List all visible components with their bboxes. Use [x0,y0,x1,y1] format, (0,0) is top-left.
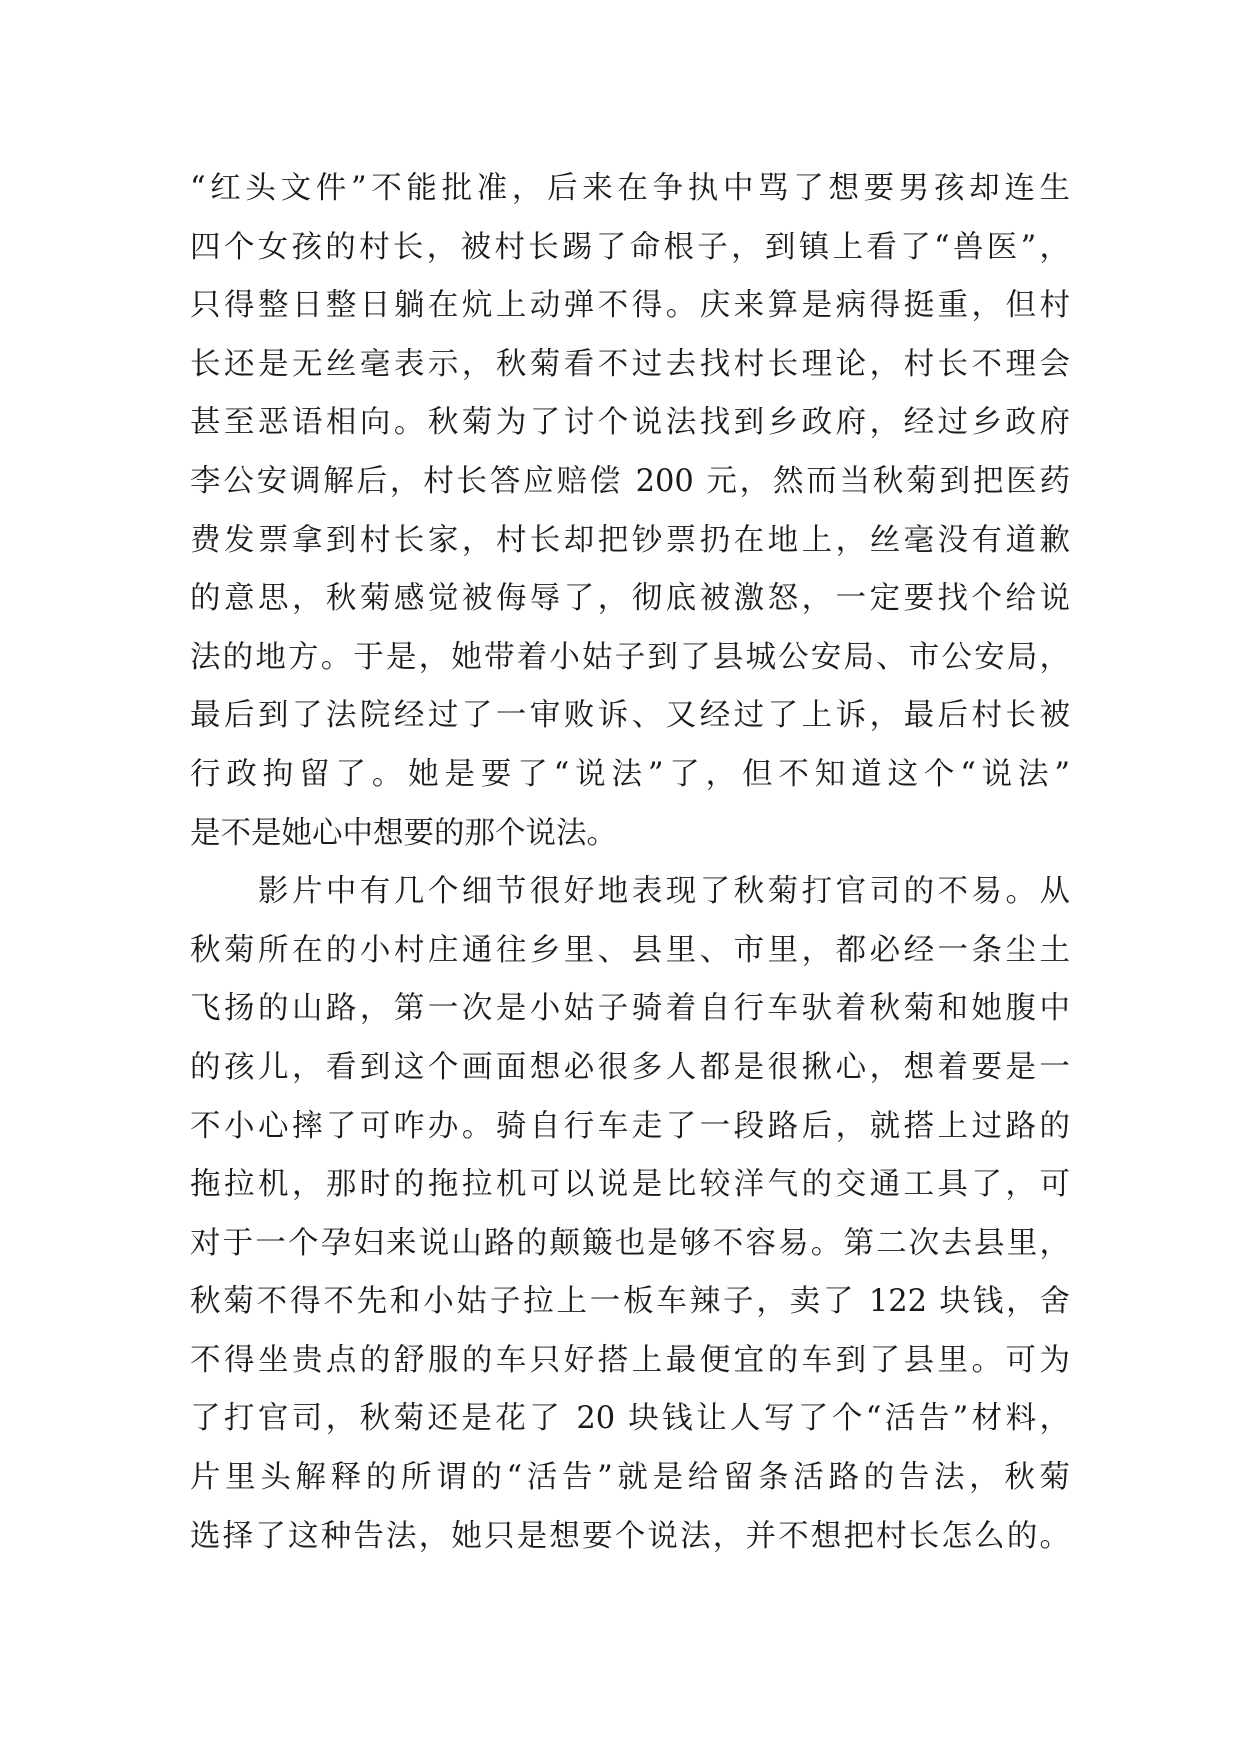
text-line: 费发票拿到村长家，村长却把钞票扔在地上，丝毫没有道歉 [190,522,1070,558]
text-line: 不小心摔了可咋办。骑自行车走了一段路后，就搭上过路的 [190,1108,1070,1144]
text-line: 秋菊所在的小村庄通往乡里、县里、市里，都必经一条尘土 [190,932,1070,968]
text-line: 了打官司，秋菊还是花了 20 块钱让人写了个“活告”材料， [190,1401,1070,1437]
paragraph [190,863,1070,1566]
text-line: 的意思，秋菊感觉被侮辱了，彻底被激怒，一定要找个给说 [190,581,1070,617]
text-line: 对于一个孕妇来说山路的颠簸也是够不容易。第二次去县里， [190,1225,1070,1261]
text-line: 飞扬的山路，第一次是小姑子骑着自行车驮着秋菊和她腹中 [190,991,1070,1027]
paragraph [190,160,1070,863]
text-line: 影片中有几个细节很好地表现了秋菊打官司的不易。从 [190,874,1070,910]
text-line: 法的地方。于是，她带着小姑子到了县城公安局、市公安局， [190,639,1070,675]
text-line: 拖拉机，那时的拖拉机可以说是比较洋气的交通工具了，可 [190,1167,1070,1203]
text-line: 是不是她心中想要的那个说法。 [190,815,617,851]
text-line: 四个女孩的村长，被村长踢了命根子，到镇上看了“兽医”， [190,229,1070,265]
body-text [190,160,1070,1566]
text-line: 甚至恶语相向。秋菊为了讨个说法找到乡政府，经过乡政府 [190,405,1070,441]
text-line: 片里头解释的所谓的“活告”就是给留条活路的告法，秋菊 [190,1460,1070,1496]
text-line: 行政拘留了。她是要了“说法”了，但不知道这个“说法” [190,756,1070,792]
text-line: 的孩儿，看到这个画面想必很多人都是很揪心，想着要是一 [190,1049,1070,1085]
text-line: 最后到了法院经过了一审败诉、又经过了上诉，最后村长被 [190,698,1070,734]
text-line: 不得坐贵点的舒服的车只好搭上最便宜的车到了县里。可为 [190,1342,1070,1378]
text-line: “红头文件”不能批准，后来在争执中骂了想要男孩却连生 [190,171,1070,206]
text-line: 只得整日整日躺在炕上动弹不得。庆来算是病得挺重，但村 [190,288,1070,324]
text-line: 李公安调解后，村长答应赔偿 200 元，然而当秋菊到把医药 [190,463,1070,499]
text-line: 选择了这种告法，她只是想要个说法，并不想把村长怎么的。 [190,1518,1070,1554]
text-line: 长还是无丝毫表示，秋菊看不过去找村长理论，村长不理会 [190,346,1070,382]
text-line: 秋菊不得不先和小姑子拉上一板车辣子，卖了 122 块钱，舍 [190,1284,1070,1320]
